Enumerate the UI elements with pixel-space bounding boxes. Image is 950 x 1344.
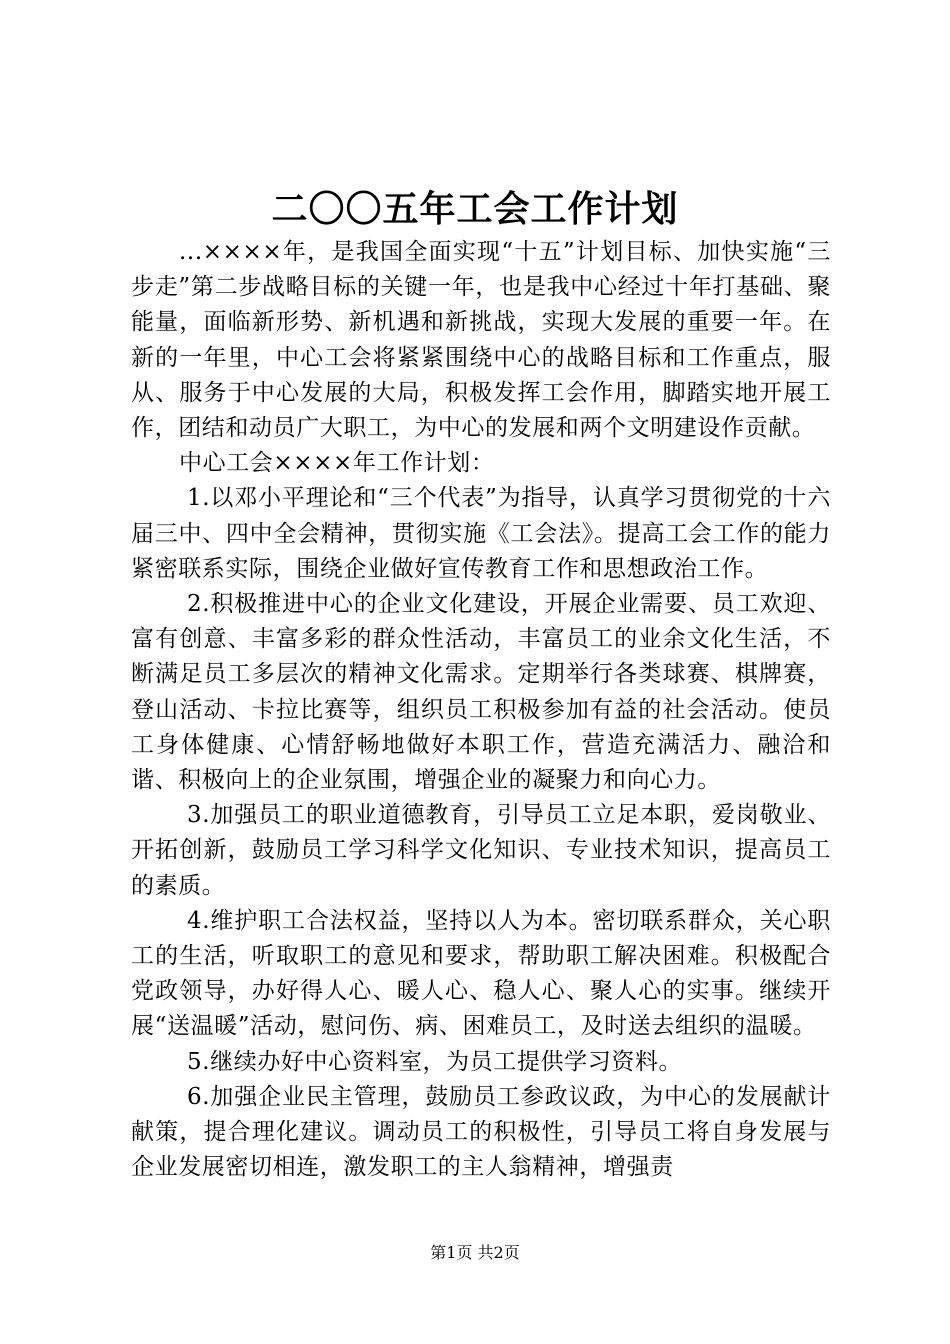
page-number-footer: 第1页 共2页 (430, 1243, 520, 1262)
plan-item-3: 3.加强员工的职业道德教育，引导员工立足本职，爱岗敬业、开拓创新，鼓励员工学习科学文化知识、专业技术知识，提高员工的素质。 (131, 802, 831, 899)
plan-item-5: 5.继续办好中心资料室，为员工提供学习资料。 (187, 1048, 683, 1075)
document-body (131, 235, 831, 1185)
plan-item-6: 6.加强企业民主管理，鼓励员工参政议政，为中心的发展献计献策，提合理化建议。调动员工的积极性，引导员工将自身发展与企业发展密切相连，激发职工的主人翁精神，增强责 (131, 1083, 831, 1181)
plan-item-2: 2.积极推进中心的企业文化建设，开展企业需要、员工欢迎、富有创意、丰富多彩的群众性活动，丰富员工的业余文化生活，不断满足员工多层次的精神文化需求。定期举行各类球赛、棋牌赛，登山活动、卡拉比赛等，组织员工积极参加有益的社会活动。使员工身体健康、心情舒畅地做好本职工作，营造充满活力、融洽和谐、积极向上的企业氛围，增强企业的凝聚力和向心力。 (131, 591, 831, 794)
plan-item-4: 4.维护职工合法权益，坚持以人为本。密切联系群众，关心职工的生活，听取职工的意见和要求，帮助职工解决困难。积极配合党政领导，办好得人心、暖人心、稳人心、聚人心的实事。继续开展“送温暖”活动，慰问伤、病、困难员工，及时送去组织的温暖。 (131, 907, 831, 1040)
document-title: 二〇〇五年工会工作计划 (271, 188, 679, 230)
plan-heading-paragraph: 中心工会××××年工作计划： (179, 450, 495, 477)
intro-paragraph: ...××××年，是我国全面实现“十五”计划目标、加快实施“三步走”第二步战略目标的关键一年，也是我中心经过十年打基础、聚能量，面临新形势、新机遇和新挑战，实现大发展的重要一年。在新的一年里，中心工会将紧紧围绕中心的战略目标和工作重点，服从、服务于中心发展的大局，积极发挥工会作用，脚踏实地开展工作，团结和动员广大职工，为中心的发展和两个文明建设作贡献。 (131, 239, 831, 442)
plan-item-1: 1.以邓小平理论和“三个代表”为指导，认真学习贯彻党的十六届三中、四中全会精神，贯彻实施《工会法》。提高工会工作的能力紧密联系实际，围绕企业做好宣传教育工作和思想政治工作。 (131, 485, 831, 582)
